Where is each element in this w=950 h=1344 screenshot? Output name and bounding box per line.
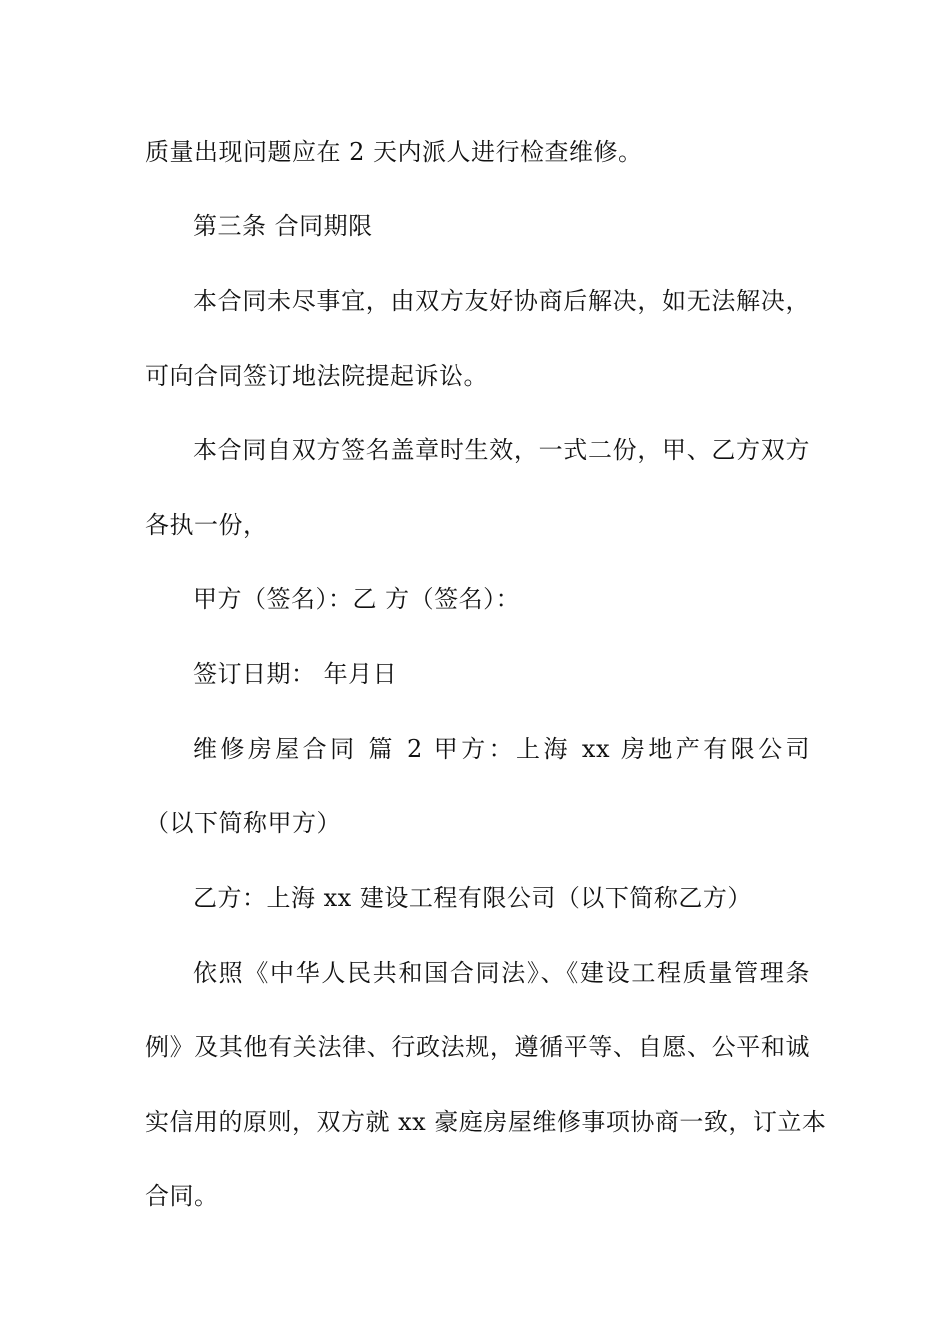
party-b-line: 乙方：上海 xx 建设工程有限公司（以下简称乙方） <box>193 884 752 912</box>
paragraph-line: 例》及其他有关法律、行政法规，遵循平等、自愿、公平和诚 <box>145 1033 810 1061</box>
paragraph-line: 合同。 <box>145 1182 219 1210</box>
paragraph-line: 可向合同签订地法院提起诉讼。 <box>145 362 488 390</box>
signature-line: 甲方（签名）：乙 方（签名）： <box>193 585 521 613</box>
paragraph-line: 各执一份， <box>145 511 268 539</box>
paragraph-line: 依照《中华人民共和国合同法》、《建设工程质量管理条 <box>193 959 810 987</box>
paragraph-line: （以下简称甲方） <box>145 809 341 837</box>
paragraph-line: 质量出现问题应在 2 天内派人进行检查维修。 <box>145 138 643 166</box>
paragraph-line: 实信用的原则，双方就 xx 豪庭房屋维修事项协商一致，订立本 <box>145 1108 827 1136</box>
paragraph-line: 本合同自双方签名盖章时生效，一式二份，甲、乙方双方 <box>193 436 810 464</box>
section-heading: 第三条 合同期限 <box>193 212 373 240</box>
date-line: 签订日期： 年月日 <box>193 660 398 688</box>
paragraph-line: 本合同未尽事宜，由双方友好协商后解决，如无法解决， <box>193 287 810 315</box>
contract-title-line: 维修房屋合同 篇 2 甲方：上海 xx 房地产有限公司 <box>193 735 810 763</box>
